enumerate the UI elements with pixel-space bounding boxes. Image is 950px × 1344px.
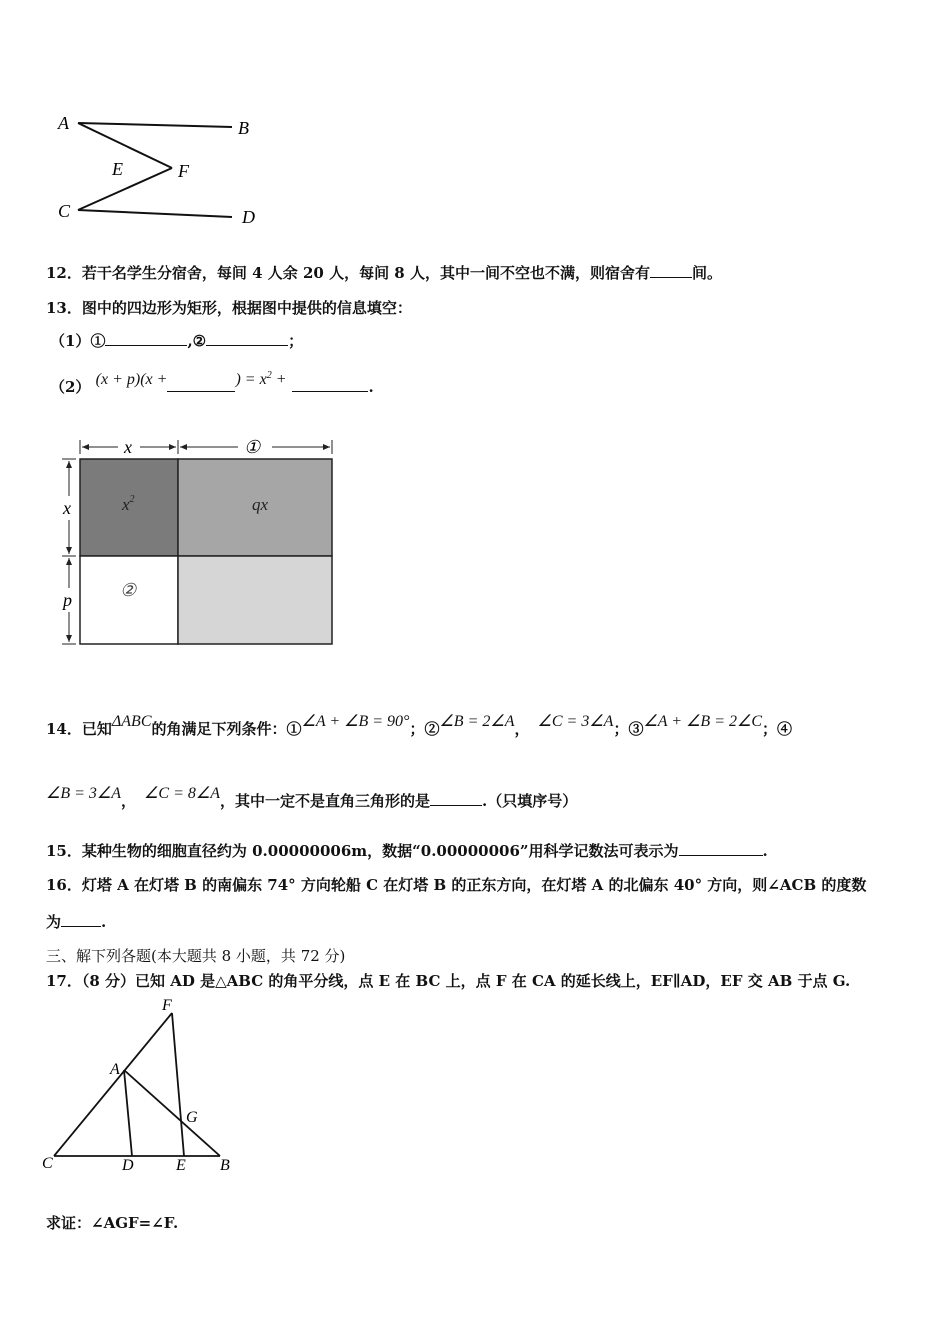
q14-comma1: ， [514,720,530,738]
q13-blank-4 [292,376,368,392]
q12-blank [650,262,692,278]
q13-blank-3 [167,376,235,392]
label-A: A [58,113,69,133]
q13-blank-1 [105,330,187,346]
q14-c1: ∠A + ∠B = 90° [301,713,410,730]
q16-end: . [101,913,107,931]
q13-sup: 2 [266,370,272,381]
q14-tail: ，其中一定不是直角三角形的是 [219,792,430,810]
q13-part1-end: ； [288,332,304,350]
q14-c4a: ∠B = 3∠A [46,785,122,802]
q14-prefix: 14．已知 [46,720,112,738]
q13-part1-c2: ,② [187,332,207,350]
question-15 [46,840,768,861]
section-3-text: 三、解下列各题(本大题共 8 小题，共 72 分) [46,947,346,965]
q16-line1: 16．灯塔 A 在灯塔 B 的南偏东 74° 方向轮船 C 在灯塔 B 的正东方向，在灯塔 A 的北偏东 40° 方向，则∠ACB 的度数 [46,876,867,894]
q13-part2 [50,368,374,396]
q13-expr2: ) = x [235,371,267,388]
label-A: A [110,1061,120,1078]
q13-part2-end: . [368,378,374,396]
q15-end: . [762,842,768,860]
label-D: D [242,207,255,227]
q14-sep3: ；④ [762,720,793,738]
label-top-circle-1: ① [244,437,261,457]
figure-q11 [50,105,280,235]
q14-blank [430,790,482,806]
q15-text: 15．某种生物的细胞直径约为 0.00000006m，数据“0.00000006”用科学记数法可表示为 [46,842,679,860]
label-F: F [162,997,172,1014]
question-12 [46,262,722,283]
q13-part1-label: （1） [50,332,91,350]
q13-expr3: + [271,371,287,388]
q14-c4b: ∠C = 8∠A [144,785,220,802]
label-left-x: x [63,498,71,518]
label-top-x: x [124,437,132,457]
label-D: D [122,1157,134,1174]
label-B: B [220,1157,230,1174]
q13-text: 13．图中的四边形为矩形，根据图中提供的信息填空： [46,299,412,317]
q14-tail-end: .（只填序号） [482,792,578,810]
proof-statement [46,1212,178,1233]
cell-x-squared: $x^2$ [122,494,135,514]
question-13 [46,297,412,318]
q14-sep1: ；② [409,720,440,738]
label-G: G [186,1109,198,1126]
q12-text: 12．若干名学生分宿舍，每间 4 人余 20 人，每间 8 人，其中一间不空也不满，则宿舍有 [46,264,650,282]
q14-c3: ∠A + ∠B = 2∠C [643,713,763,730]
proof-text: 求证：∠AGF=∠F. [46,1214,179,1232]
question-16-line2 [46,911,106,932]
cell-circle-2: ② [120,580,137,600]
label-E: E [176,1157,186,1174]
label-B: B [238,118,249,138]
question-17 [46,970,850,991]
label-left-p: p [63,590,72,610]
q16-line2: 为 [46,913,62,931]
q14-c2a: ∠B = 2∠A [439,713,515,730]
label-F: F [178,161,189,181]
figure-q13 [56,432,346,652]
q13-part1-c1: ① [90,332,106,350]
q14-c2b: ∠C = 3∠A [537,713,614,730]
question-14-line2 [46,782,578,810]
label-C: C [58,201,71,221]
q13-blank-2 [206,330,288,346]
section-3-heading [46,945,345,966]
q15-blank [679,840,763,856]
cell-qx: qx [252,495,269,514]
q13-part2-label: （2） [50,378,91,396]
label-E: E [112,159,123,179]
q13-part1 [50,330,303,351]
label-C: C [42,1155,53,1172]
q14-mid: 的角满足下列条件：① [151,720,302,738]
q13-expr1: (x + p)(x + [95,371,168,388]
figure-q17 [40,996,240,1176]
q14-tri: ΔABC [111,713,152,730]
q16-blank [61,911,101,927]
q17-text: 17．（8 分）已知 AD 是△ABC 的角平分线，点 E 在 BC 上，点 F 在 CA 的延长线上，EF∥AD，EF 交 AB 于点 G. [46,972,851,990]
question-16-line1 [46,874,866,895]
q14-comma2: ， [121,792,137,810]
question-14-line1 [46,710,793,738]
q14-sep2: ；③ [613,720,644,738]
q12-end: 间。 [691,264,722,282]
